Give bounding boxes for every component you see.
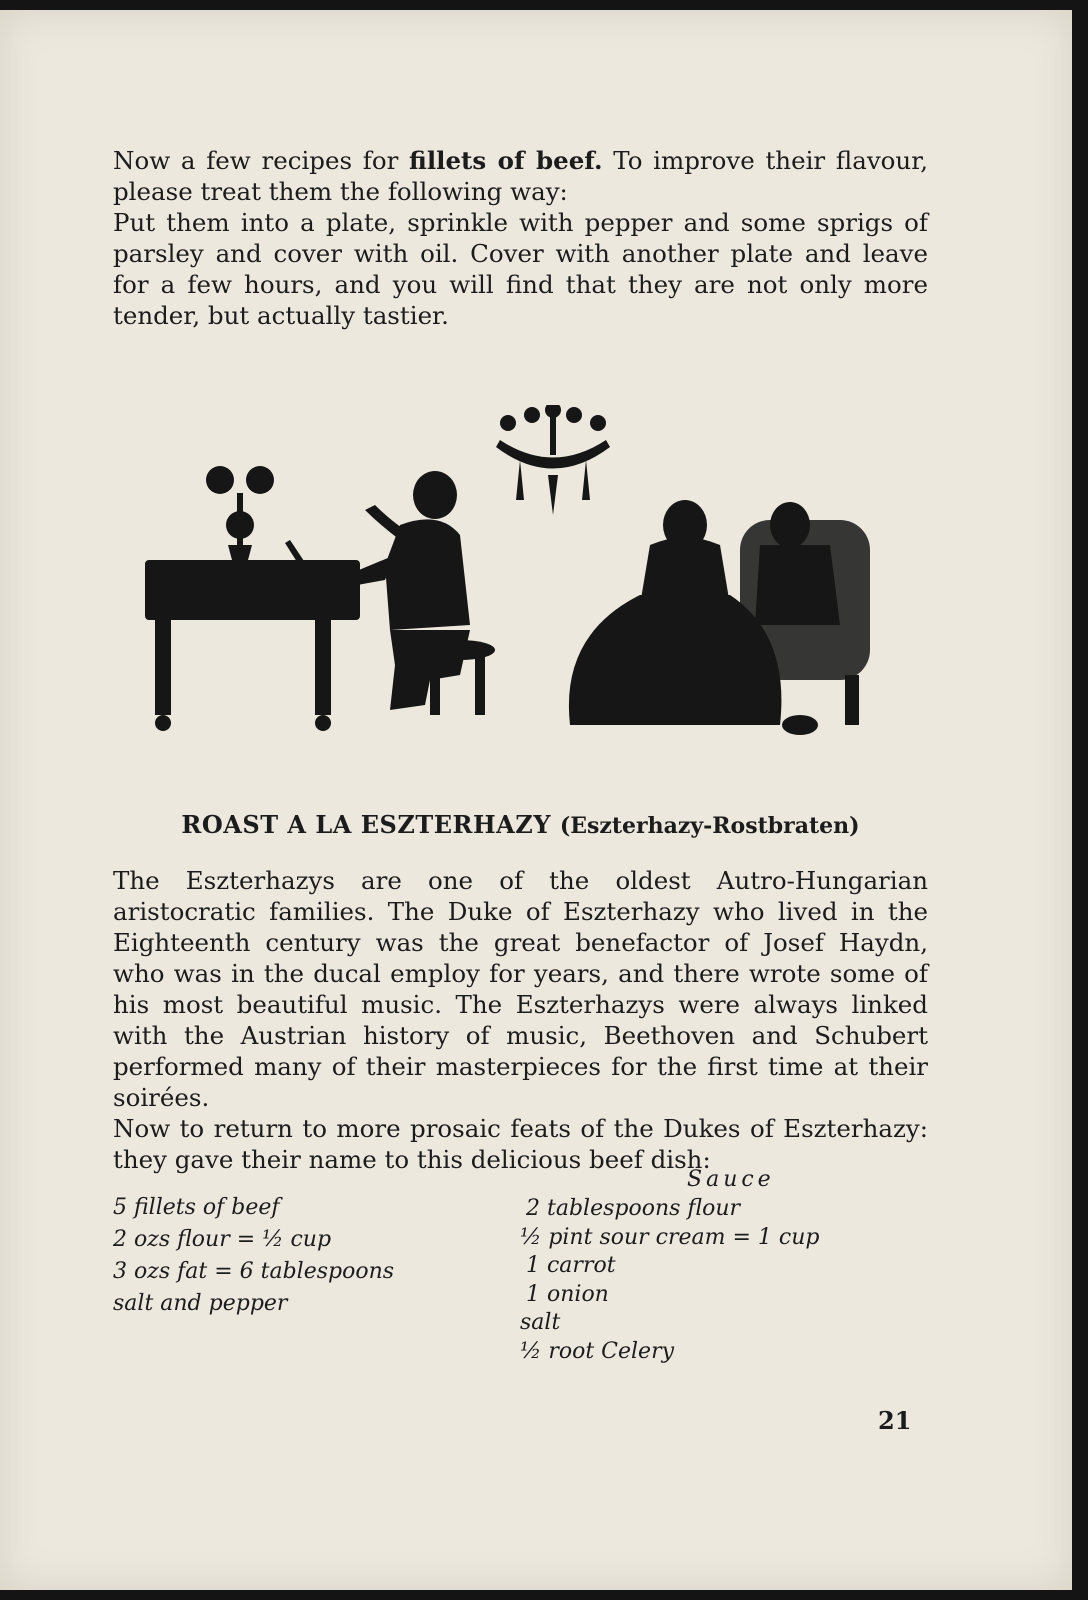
sauce-item: ½ root Celery	[520, 1338, 675, 1364]
intro-paragraph-1: Now a few recipes for fillets of beef. To improve their flavour, please treat them the following way:	[113, 146, 928, 206]
sauce-item: salt	[520, 1310, 561, 1335]
ingredient-item: 3 ozs fat = 6 tablespoons	[113, 1259, 395, 1284]
sauce-item: 1 carrot	[526, 1253, 616, 1278]
sauce-item: 2 tablespoons flour	[526, 1196, 741, 1221]
intro-paragraph-2: Put them into a plate, sprinkle with pepper and some sprigs of parsley and cover with oil. Cover with another plate and leave for a few hours, and you will find that they are not only more tender, but actually tastier.	[113, 208, 928, 330]
harpsichord-icon	[145, 540, 360, 731]
sauce-heading: Sauce	[687, 1167, 775, 1192]
book-page	[0, 10, 1072, 1590]
sauce-item: 1 onion	[526, 1281, 609, 1307]
recipe-story	[113, 865, 928, 1175]
ingredient-item: salt and pepper	[113, 1291, 288, 1316]
story-paragraph-1: The Eszterhazys are one of the oldest Autro-Hungarian aristocratic families. The Duke of Eszterhazy who lived in the Eighteenth century was the great benefactor of Josef Haydn, who was in the ducal employ for years, and there wrote some of his most beautiful music. The Eszterhazys were always linked with the Austrian history of music, Beethoven and Schubert performed many of their masterpieces for the first time at their soirées.	[113, 866, 928, 1112]
ingredient-item: 2 ozs flour = ½ cup	[113, 1227, 332, 1252]
silhouette-illustration	[140, 405, 900, 755]
recipe-subtitle: (Eszterhazy-Rostbraten)	[559, 813, 860, 839]
recipe-title: ROAST A LA ESZTERHAZY (Eszterhazy-Rostbraten)	[181, 810, 860, 839]
sauce-item: ½ pint sour cream = 1 cup	[520, 1224, 820, 1250]
sauce-ingredient-list	[520, 1195, 819, 1366]
page-number: 21	[878, 1406, 912, 1435]
ingredient-list	[113, 1193, 394, 1321]
chandelier-icon	[496, 405, 610, 515]
flower-vase-icon	[206, 466, 274, 560]
gentleman-silhouette	[740, 502, 870, 735]
ingredient-item: 5 fillets of beef	[113, 1195, 280, 1220]
story-paragraph-2: Now to return to more prosaic feats of the Dukes of Eszterhazy: they gave their name to this delicious beef dish:	[113, 1114, 928, 1174]
bold-phrase: fillets of beef.	[409, 146, 603, 175]
intro-text	[113, 145, 928, 331]
